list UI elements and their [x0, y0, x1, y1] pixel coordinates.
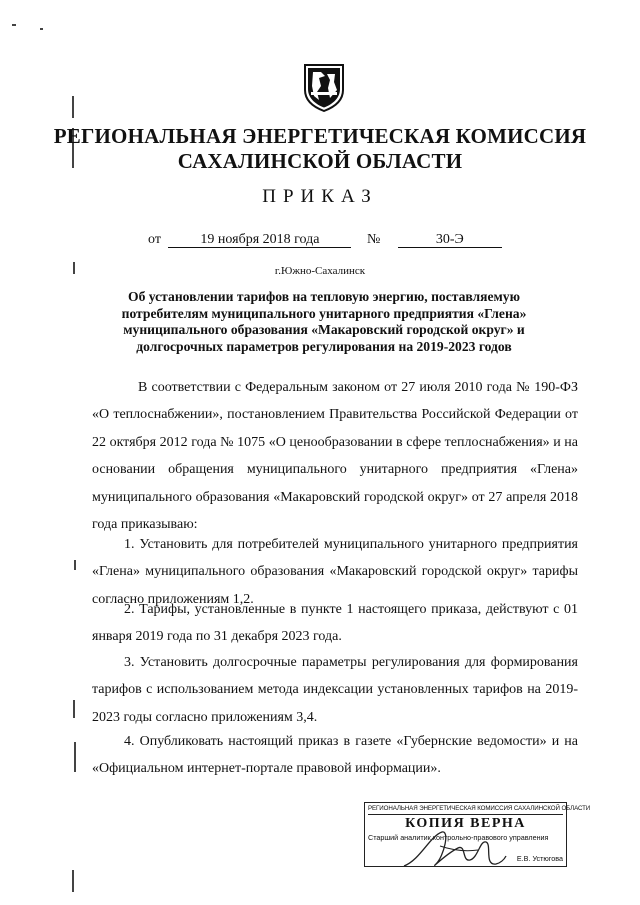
order-subject-title: Об установлении тарифов на тепловую энергию, поставляемую потребителям муниципального унитарного предприятия «Глена» муниципального образования «Макаровский городской округ» и долгосрочных параметров регулирования на 2019-2023 годов [121, 289, 527, 354]
order-date: 19 ноября 2018 года [168, 232, 351, 248]
organization-title-line-2: САХАЛИНСКОЙ ОБЛАСТИ [177, 149, 463, 173]
clause-2-paragraph: 2. Тарифы, установленные в пункте 1 настоящего приказа, действуют с 01 января 2019 года по 31 декабря 2023 года. [92, 602, 578, 645]
organization-title-line-1: РЕГИОНАЛЬНАЯ ЭНЕРГЕТИЧЕСКАЯ КОМИССИЯ [53, 124, 587, 148]
document-type-heading: ПРИКАЗ [262, 186, 378, 207]
preamble-paragraph: В соответствии с Федеральным законом от 27 июля 2010 года № 190-ФЗ «О теплоснабжении», постановлением Правительства Российской Федерации от 22 октября 2012 года № 1075 «О ценообразовании в сфере теплоснабжения» и на основании обращения муниципального унитарного предприятия «Глена» муниципального образования «Макаровский городской округ» от 27 апреля 2018 года приказываю: [92, 380, 578, 533]
issue-city: г.Южно-Сахалинск [274, 265, 366, 277]
handwritten-signature-icon [400, 826, 510, 874]
stamp-signer-name: Е.В. Устюгова [516, 854, 563, 863]
date-prefix-label: от [148, 232, 161, 247]
stamp-position: Старший аналитик контрольно-правового управления [368, 833, 549, 842]
clause-1-paragraph: 1. Установить для потребителей муниципального унитарного предприятия «Глена» муниципального образования «Макаровский городской округ» тарифы согласно приложениям 1,2. [92, 537, 578, 607]
sakhalin-coat-of-arms-icon [299, 62, 349, 112]
stamp-copy-label: КОПИЯ ВЕРНА [405, 816, 526, 831]
clause-4-paragraph: 4. Опубликовать настоящий приказ в газете «Губернские ведомости» и на «Официальном интернет-портале правовой информации». [92, 734, 578, 777]
number-sign-label: № [366, 232, 381, 247]
clause-3-paragraph: 3. Установить долгосрочные параметры регулирования для формирования тарифов с использованием метода индексации установленных тарифов на 2019-2023 годы согласно приложениям 3,4. [92, 655, 578, 725]
stamp-organization: РЕГИОНАЛЬНАЯ ЭНЕРГЕТИЧЕСКАЯ КОМИССИЯ САХАЛИНСКОЙ ОБЛАСТИ [368, 805, 563, 815]
order-date-number-line [148, 232, 502, 248]
order-number: 30-Э [398, 232, 502, 248]
